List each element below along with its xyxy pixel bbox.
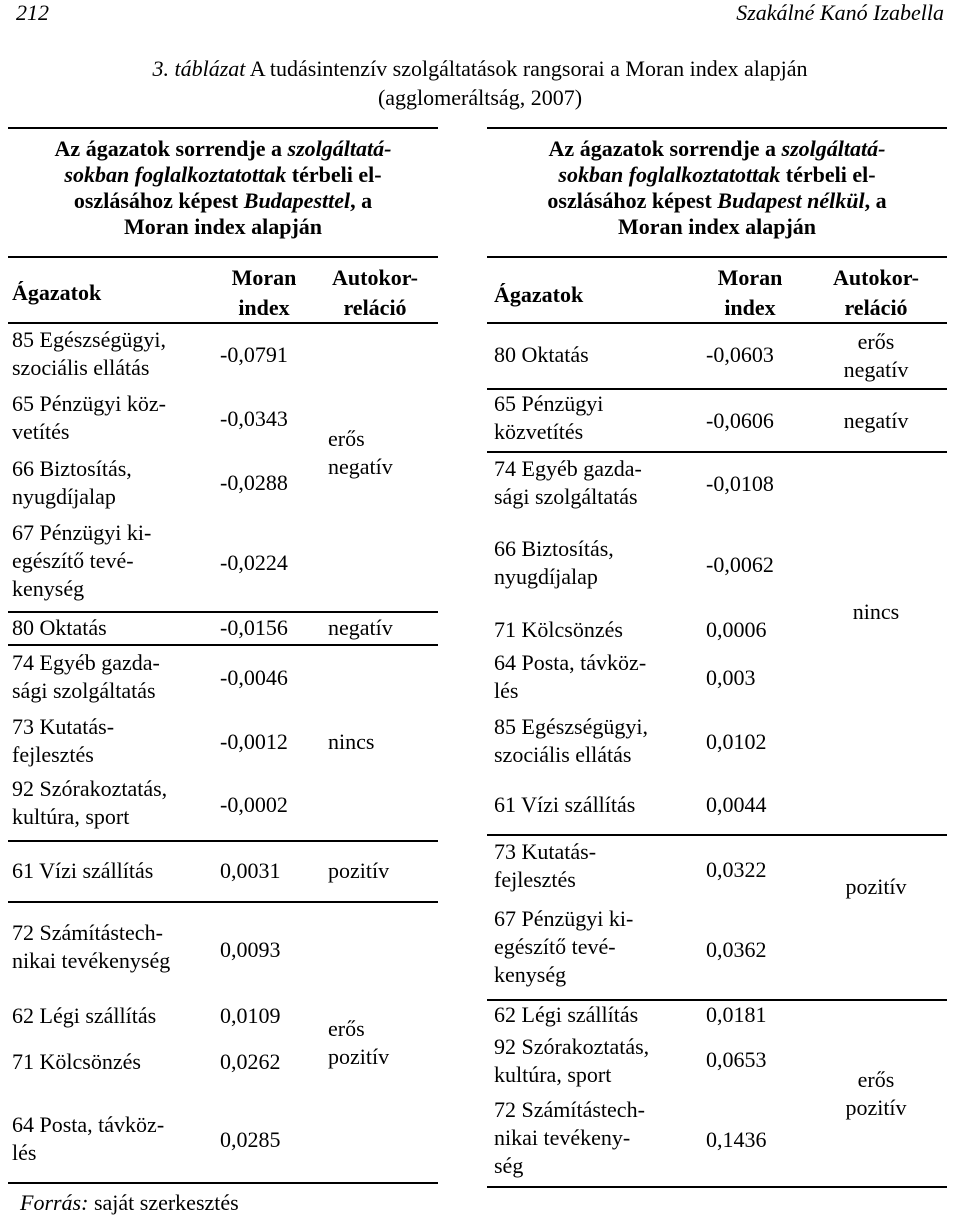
right-rule-after-row-2 [487,451,947,453]
right-row-13-value: 0,1436 [706,1127,767,1152]
right-heading-line-4: Moran index alapján [617,214,817,239]
right-row-1-value: -0,0603 [706,342,774,367]
right-row-2-value: -0,0606 [706,408,774,433]
left-heading-rule [8,256,438,258]
left-row-1-value: -0,0791 [220,342,288,367]
right-bottom-rule [487,1186,947,1188]
left-row-2-sector: 65 Pénzügyi köz- vetítés [12,391,166,444]
left-colheader-rule [8,322,438,324]
right-row-10-value: 0,0362 [706,937,767,962]
right-row-7-sector: 85 Egészségügyi, szociális ellátás [494,714,648,767]
right-row-5-value: 0,0006 [706,617,767,642]
left-row-11-value: 0,0109 [220,1003,281,1028]
left-row-13-value: 0,0285 [220,1127,281,1152]
left-rule-after-row-4 [8,611,438,613]
right-col-moran-2: index [724,295,776,320]
right-group-none: nincs [852,599,900,624]
right-row-4-value: -0,0062 [706,552,774,577]
right-group-positive: pozitív [845,874,907,899]
left-row-13-sector: 64 Posta, távköz- lés [12,1112,165,1165]
left-row-5-sector: 80 Oktatás [12,615,107,640]
right-heading-rule [487,256,947,258]
left-row-6-value: -0,0046 [220,665,288,690]
left-rule-after-row-5 [8,644,438,646]
left-row-4-sector: 67 Pénzügyi ki- egészítő tevé- kenység [12,520,152,601]
right-colheader-rule [487,322,947,324]
right-row-6-value: 0,003 [706,665,756,690]
right-row-9-sector: 73 Kutatás- fejlesztés [494,839,597,892]
right-row-11-sector: 62 Légi szállítás [494,1002,639,1027]
right-heading [487,136,947,240]
left-row-3-sector: 66 Biztosítás, nyugdíjalap [12,456,132,509]
left-row-8-value: -0,0002 [220,792,288,817]
left-bottom-rule [8,1182,438,1184]
left-row-7-value: -0,0012 [220,729,288,754]
left-group-strong-negative: erős negatív [328,426,393,479]
right-heading-line-1: Az ágazatok sorrendje a szolgáltatá- [548,136,886,161]
left-col-moran-1: Moran [231,265,297,290]
right-row-8-value: 0,0044 [706,792,767,817]
left-col-auto-2: reláció [343,295,407,320]
left-col-auto-1: Autokor- [332,265,418,290]
left-heading-line-2: sokban foglalkoztatottak térbeli el- [64,162,382,187]
left-row-9-value: 0,0031 [220,858,281,883]
right-row-1-sector: 80 Oktatás [494,342,589,367]
left-heading [8,136,438,240]
right-col-sector: Ágazatok [494,282,584,307]
left-group-strong-positive: erős pozitív [328,1016,390,1069]
right-group-strong-negative: erős negatív [843,329,909,382]
left-group-positive: pozitív [328,858,390,883]
left-row-5-value: -0,0156 [220,615,288,640]
right-row-3-sector: 74 Egyéb gazda- sági szolgáltatás [494,456,642,509]
right-row-8-sector: 61 Vízi szállítás [494,792,636,817]
source-note: Forrás: saját szerkesztés [20,1190,239,1215]
left-row-9-sector: 61 Vízi szállítás [12,858,154,883]
table-caption [0,55,960,83]
left-row-4-value: -0,0224 [220,550,288,575]
left-col-moran-2: index [238,295,290,320]
right-group-strong-positive: erős pozitív [845,1067,907,1120]
right-rule-after-row-8 [487,834,947,836]
caption-subtitle: (agglomeráltság, 2007) [377,85,583,110]
left-row-12-value: 0,0262 [220,1049,281,1074]
left-group-negative: negatív [328,615,393,640]
right-row-6-sector: 64 Posta, távköz- lés [494,650,647,703]
page-number: 212 [16,0,49,25]
right-row-10-sector: 67 Pénzügyi ki- egészítő tevé- kenység [494,906,634,987]
left-group-none: nincs [328,729,375,754]
right-rule-after-row-1 [487,388,947,390]
caption-label: 3. táblázat [152,56,246,81]
left-rule-after-row-8 [8,840,438,842]
right-row-2-sector: 65 Pénzügyi közvetítés [494,391,604,444]
left-row-7-sector: 73 Kutatás- fejlesztés [12,714,115,767]
right-rule-after-row-10 [487,999,947,1001]
right-row-13-sector: 72 Számítástech- nikai tevékeny- ség [494,1097,645,1178]
caption-title: A tudásintenzív szolgáltatások rangsorai a Moran index alapján [249,56,808,81]
left-col-sector: Ágazatok [12,280,102,305]
left-top-rule [8,127,438,129]
left-row-8-sector: 92 Szórakoztatás, kultúra, sport [12,776,168,829]
right-group-negative: negatív [843,408,909,433]
right-row-7-value: 0,0102 [706,729,767,754]
right-row-4-sector: 66 Biztosítás, nyugdíjalap [494,536,614,589]
right-row-9-value: 0,0322 [706,857,767,882]
left-heading-line-4: Moran index alapján [123,214,323,239]
left-row-1-sector: 85 Egészségügyi, szociális ellátás [12,327,166,380]
right-col-moran-1: Moran [717,265,783,290]
right-top-rule [487,127,947,129]
left-rule-after-row-9 [8,901,438,903]
right-col-auto-2: reláció [844,295,908,320]
left-row-10-sector: 72 Számítástech- nikai tevékenység [12,920,171,973]
left-row-6-sector: 74 Egyéb gazda- sági szolgáltatás [12,650,160,703]
right-row-11-value: 0,0181 [706,1002,767,1027]
left-row-10-value: 0,0093 [220,937,281,962]
left-row-2-value: -0,0343 [220,406,288,431]
right-heading-line-2: sokban foglalkoztatottak térbeli el- [558,162,876,187]
right-col-auto-1: Autokor- [833,265,919,290]
running-author: Szakálné Kanó Izabella [736,0,944,25]
left-row-11-sector: 62 Légi szállítás [12,1003,157,1028]
right-row-3-value: -0,0108 [706,471,774,496]
right-heading-line-3: oszlásához képest Budapest nélkül, a [547,188,887,213]
left-heading-line-1: Az ágazatok sorrendje a szolgáltatá- [54,136,392,161]
right-row-5-sector: 71 Kölcsönzés [494,617,623,642]
right-row-12-sector: 92 Szórakoztatás, kultúra, sport [494,1034,650,1087]
left-heading-line-3: oszlásához képest Budapesttel, a [73,188,373,213]
left-row-12-sector: 71 Kölcsönzés [12,1049,141,1074]
right-row-12-value: 0,0653 [706,1047,767,1072]
left-row-3-value: -0,0288 [220,470,288,495]
